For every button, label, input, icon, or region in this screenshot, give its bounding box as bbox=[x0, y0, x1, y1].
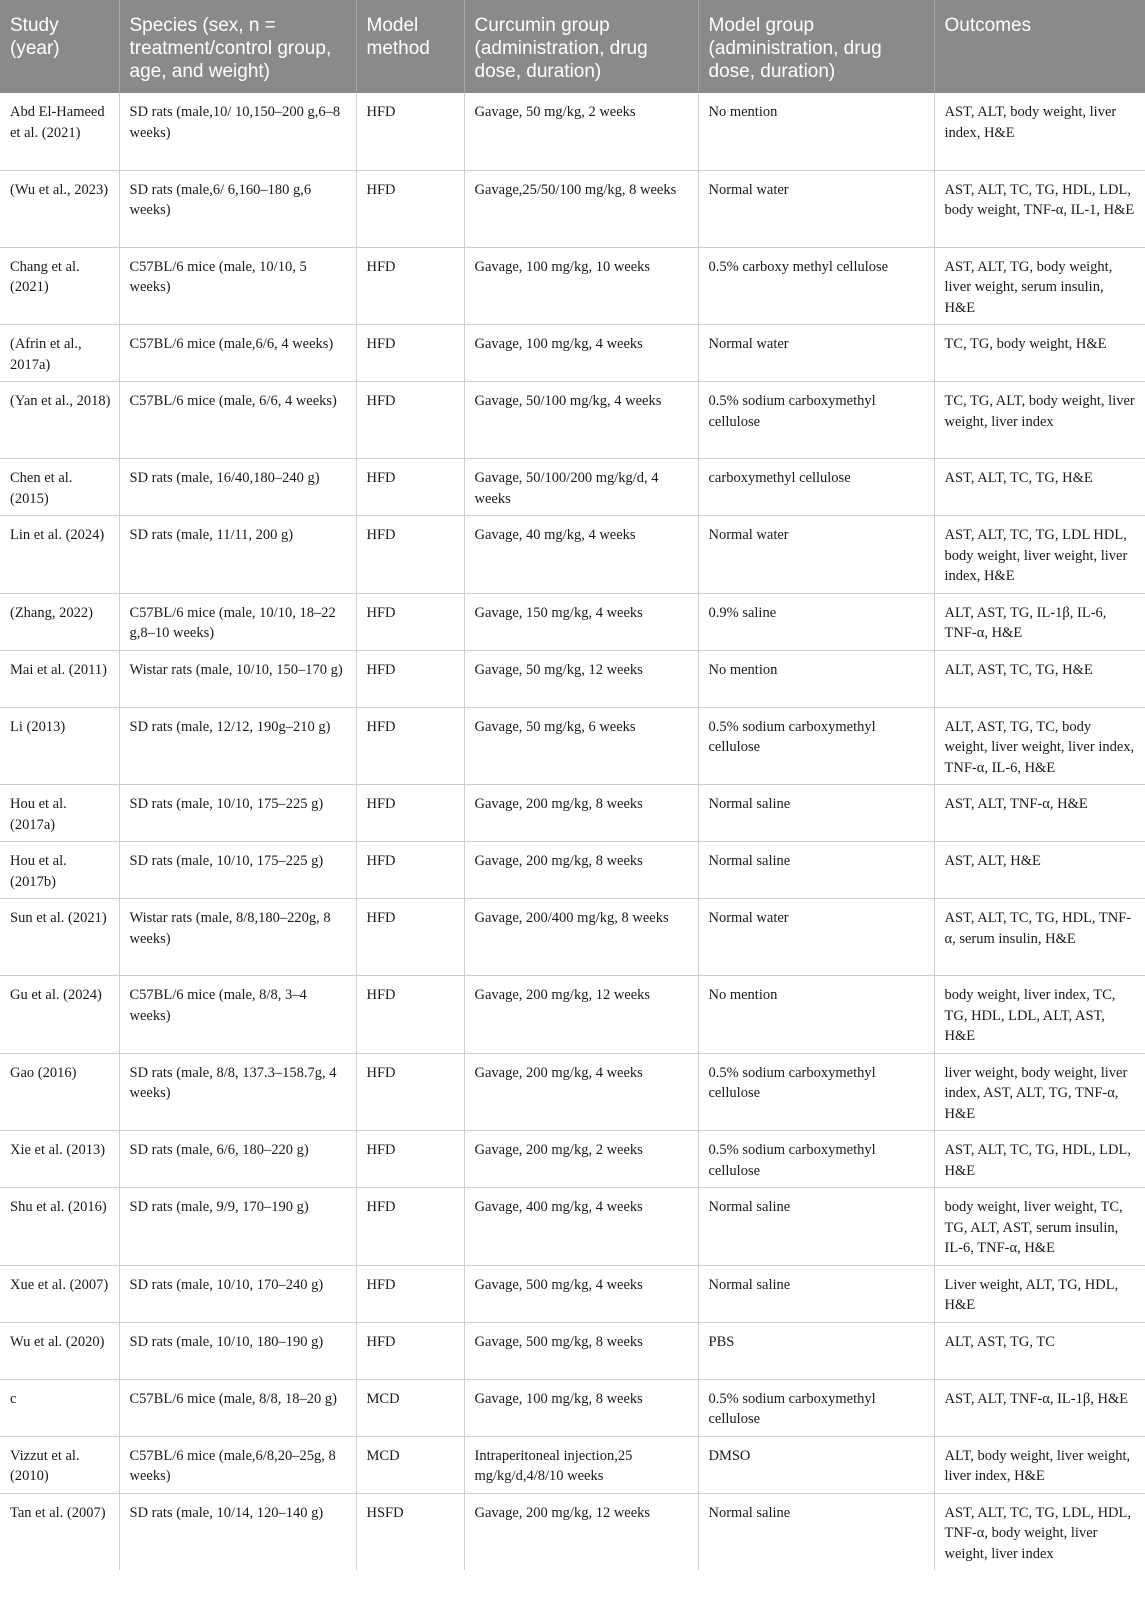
table-row bbox=[0, 1265, 1145, 1322]
cell-model-method: HFD bbox=[356, 785, 464, 842]
cell-model-method: MCD bbox=[356, 1379, 464, 1436]
cell-study: Xue et al. (2007) bbox=[0, 1265, 119, 1322]
cell-model-group: No mention bbox=[698, 650, 934, 707]
table-row bbox=[0, 785, 1145, 842]
cell-study: Hou et al. (2017a) bbox=[0, 785, 119, 842]
cell-species: C57BL/6 mice (male, 8/8, 18–20 g) bbox=[119, 1379, 356, 1436]
cell-species: C57BL/6 mice (male, 10/10, 18–22 g,8–10 weeks) bbox=[119, 593, 356, 650]
cell-study: Sun et al. (2021) bbox=[0, 899, 119, 976]
cell-model-group: Normal water bbox=[698, 899, 934, 976]
cell-model-group: 0.5% sodium carboxymethyl cellulose bbox=[698, 382, 934, 459]
header-outcomes: Outcomes bbox=[934, 0, 1145, 93]
cell-species: SD rats (male,10/ 10,150–200 g,6–8 weeks) bbox=[119, 93, 356, 170]
cell-model-group: No mention bbox=[698, 93, 934, 170]
cell-study: (Afrin et al., 2017a) bbox=[0, 325, 119, 382]
cell-model-method: HFD bbox=[356, 1053, 464, 1131]
cell-study: Wu et al. (2020) bbox=[0, 1322, 119, 1379]
cell-curcumin-group: Gavage, 100 mg/kg, 8 weeks bbox=[464, 1379, 698, 1436]
cell-model-group: PBS bbox=[698, 1322, 934, 1379]
cell-model-method: HFD bbox=[356, 93, 464, 170]
cell-model-method: HFD bbox=[356, 1188, 464, 1266]
cell-model-method: HFD bbox=[356, 1322, 464, 1379]
cell-model-group: 0.5% sodium carboxymethyl cellulose bbox=[698, 707, 934, 785]
cell-species: SD rats (male, 10/10, 170–240 g) bbox=[119, 1265, 356, 1322]
cell-model-group: 0.5% sodium carboxymethyl cellulose bbox=[698, 1053, 934, 1131]
cell-outcomes: TC, TG, ALT, body weight, liver weight, liver index bbox=[934, 382, 1145, 459]
cell-species: SD rats (male, 6/6, 180–220 g) bbox=[119, 1131, 356, 1188]
cell-curcumin-group: Gavage, 200 mg/kg, 8 weeks bbox=[464, 785, 698, 842]
cell-model-method: HFD bbox=[356, 459, 464, 516]
header-model-method: Model method bbox=[356, 0, 464, 93]
table-row bbox=[0, 593, 1145, 650]
cell-model-group: 0.5% sodium carboxymethyl cellulose bbox=[698, 1131, 934, 1188]
cell-species: C57BL/6 mice (male, 10/10, 5 weeks) bbox=[119, 247, 356, 325]
cell-outcomes: ALT, AST, TC, TG, H&E bbox=[934, 650, 1145, 707]
cell-study: Chang et al. (2021) bbox=[0, 247, 119, 325]
cell-model-method: HFD bbox=[356, 899, 464, 976]
cell-model-group: Normal saline bbox=[698, 1188, 934, 1266]
cell-study: Shu et al. (2016) bbox=[0, 1188, 119, 1266]
table-row bbox=[0, 842, 1145, 899]
cell-study: (Wu et al., 2023) bbox=[0, 170, 119, 247]
table-row bbox=[0, 93, 1145, 170]
cell-model-group: Normal saline bbox=[698, 1493, 934, 1570]
cell-model-method: HFD bbox=[356, 516, 464, 594]
table-row bbox=[0, 976, 1145, 1054]
cell-study: Gu et al. (2024) bbox=[0, 976, 119, 1054]
cell-outcomes: TC, TG, body weight, H&E bbox=[934, 325, 1145, 382]
header-study-year: Study (year) bbox=[0, 0, 119, 93]
cell-species: SD rats (male, 10/14, 120–140 g) bbox=[119, 1493, 356, 1570]
table-row bbox=[0, 899, 1145, 976]
cell-model-method: HFD bbox=[356, 1131, 464, 1188]
cell-study: Li (2013) bbox=[0, 707, 119, 785]
cell-curcumin-group: Gavage,25/50/100 mg/kg, 8 weeks bbox=[464, 170, 698, 247]
table-row bbox=[0, 1053, 1145, 1131]
cell-species: SD rats (male, 11/11, 200 g) bbox=[119, 516, 356, 594]
cell-study: Chen et al. (2015) bbox=[0, 459, 119, 516]
cell-species: C57BL/6 mice (male, 6/6, 4 weeks) bbox=[119, 382, 356, 459]
cell-curcumin-group: Intraperitoneal injection,25 mg/kg/d,4/8/10 weeks bbox=[464, 1436, 698, 1493]
cell-model-group: DMSO bbox=[698, 1436, 934, 1493]
cell-outcomes: AST, ALT, H&E bbox=[934, 842, 1145, 899]
cell-species: SD rats (male, 12/12, 190g–210 g) bbox=[119, 707, 356, 785]
cell-model-group: carboxymethyl cellulose bbox=[698, 459, 934, 516]
cell-model-method: HFD bbox=[356, 707, 464, 785]
cell-model-group: Normal water bbox=[698, 325, 934, 382]
table-row bbox=[0, 325, 1145, 382]
cell-species: SD rats (male, 10/10, 180–190 g) bbox=[119, 1322, 356, 1379]
cell-study: Vizzut et al. (2010) bbox=[0, 1436, 119, 1493]
cell-outcomes: AST, ALT, TNF-α, H&E bbox=[934, 785, 1145, 842]
table-row bbox=[0, 650, 1145, 707]
cell-model-group: 0.5% sodium carboxymethyl cellulose bbox=[698, 1379, 934, 1436]
header-species: Species (sex, n = treatment/control group, age, and weight) bbox=[119, 0, 356, 93]
cell-outcomes: body weight, liver index, TC, TG, HDL, LDL, ALT, AST, H&E bbox=[934, 976, 1145, 1054]
cell-outcomes: AST, ALT, TC, TG, LDL, HDL, TNF-α, body weight, liver weight, liver index bbox=[944, 1504, 1131, 1562]
cell-study: Xie et al. (2013) bbox=[0, 1131, 119, 1188]
table-row bbox=[0, 382, 1145, 459]
cell-study: (Zhang, 2022) bbox=[0, 593, 119, 650]
cell-model-method: HFD bbox=[356, 247, 464, 325]
cell-outcomes: liver weight, body weight, liver index, AST, ALT, TG, TNF-α, H&E bbox=[934, 1053, 1145, 1131]
cell-species: SD rats (male, 16/40,180–240 g) bbox=[119, 459, 356, 516]
table-row bbox=[0, 1131, 1145, 1188]
cell-model-method: HFD bbox=[356, 593, 464, 650]
cell-curcumin-group: Gavage, 40 mg/kg, 4 weeks bbox=[464, 516, 698, 594]
cell-study: (Yan et al., 2018) bbox=[0, 382, 119, 459]
cell-model-group: 0.5% carboxy methyl cellulose bbox=[698, 247, 934, 325]
cell-model-method: HFD bbox=[356, 382, 464, 459]
cell-model-group: 0.9% saline bbox=[698, 593, 934, 650]
cell-outcomes: AST, ALT, TC, TG, HDL, LDL, H&E bbox=[934, 1131, 1145, 1188]
cell-curcumin-group: Gavage, 50 mg/kg, 6 weeks bbox=[464, 707, 698, 785]
cell-curcumin-group: Gavage, 50/100 mg/kg, 4 weeks bbox=[464, 382, 698, 459]
cell-outcomes: AST, ALT, TC, TG, HDL, TNF-α, serum insulin, H&E bbox=[934, 899, 1145, 976]
table-row bbox=[0, 459, 1145, 516]
cell-model-group: Normal saline bbox=[698, 1265, 934, 1322]
cell-outcomes: ALT, AST, TG, TC bbox=[934, 1322, 1145, 1379]
header-curcumin-group: Curcumin group (administration, drug dose, duration) bbox=[464, 0, 698, 93]
cell-species: SD rats (male, 10/10, 175–225 g) bbox=[119, 785, 356, 842]
cell-species: C57BL/6 mice (male,6/6, 4 weeks) bbox=[119, 325, 356, 382]
cell-species: Wistar rats (male, 8/8,180–220g, 8 weeks) bbox=[119, 899, 356, 976]
cell-species: SD rats (male, 8/8, 137.3–158.7g, 4 weeks) bbox=[119, 1053, 356, 1131]
cell-study: Lin et al. (2024) bbox=[0, 516, 119, 594]
table-row bbox=[0, 516, 1145, 594]
table-header bbox=[0, 0, 1145, 93]
cell-species: SD rats (male, 10/10, 175–225 g) bbox=[119, 842, 356, 899]
cell-outcomes: ALT, AST, TG, TC, body weight, liver weight, liver index, TNF-α, IL-6, H&E bbox=[934, 707, 1145, 785]
cell-outcomes: AST, ALT, TC, TG, HDL, LDL, body weight, TNF-α, IL-1, H&E bbox=[934, 170, 1145, 247]
cell-curcumin-group: Gavage, 200 mg/kg, 8 weeks bbox=[464, 842, 698, 899]
table-row bbox=[0, 170, 1145, 247]
cell-model-group: Normal water bbox=[698, 170, 934, 247]
cell-outcomes: ALT, AST, TG, IL-1β, IL-6, TNF-α, H&E bbox=[934, 593, 1145, 650]
cell-outcomes: ALT, body weight, liver weight, liver index, H&E bbox=[934, 1436, 1145, 1493]
cell-study: Tan et al. (2007) bbox=[0, 1493, 119, 1570]
cell-model-method: HFD bbox=[356, 1265, 464, 1322]
table-row bbox=[0, 707, 1145, 785]
cell-model-method: HFD bbox=[356, 976, 464, 1054]
cell-model-method: HFD bbox=[356, 325, 464, 382]
cell-model-group: Normal water bbox=[698, 516, 934, 594]
cell-curcumin-group: Gavage, 200 mg/kg, 12 weeks bbox=[464, 976, 698, 1054]
table-body bbox=[0, 93, 1145, 1570]
cell-study: c bbox=[0, 1379, 119, 1436]
cell-outcomes: AST, ALT, TC, TG, LDL HDL, body weight, liver weight, liver index, H&E bbox=[934, 516, 1145, 594]
cell-model-method: HFD bbox=[356, 650, 464, 707]
cell-model-group: No mention bbox=[698, 976, 934, 1054]
cell-curcumin-group: Gavage, 500 mg/kg, 4 weeks bbox=[464, 1265, 698, 1322]
cell-species: SD rats (male, 9/9, 170–190 g) bbox=[119, 1188, 356, 1266]
table-row bbox=[0, 1188, 1145, 1266]
cell-curcumin-group: Gavage, 50 mg/kg, 12 weeks bbox=[464, 650, 698, 707]
cell-species: C57BL/6 mice (male, 8/8, 3–4 weeks) bbox=[119, 976, 356, 1054]
cell-curcumin-group: Gavage, 50/100/200 mg/kg/d, 4 weeks bbox=[464, 459, 698, 516]
cell-study: Gao (2016) bbox=[0, 1053, 119, 1131]
cell-model-method: HFD bbox=[356, 842, 464, 899]
table-row bbox=[0, 247, 1145, 325]
table-row bbox=[0, 1436, 1145, 1493]
cell-model-group: Normal saline bbox=[698, 842, 934, 899]
cell-study: Abd El-Hameed et al. (2021) bbox=[0, 93, 119, 170]
table-row bbox=[0, 1322, 1145, 1379]
cell-model-method: HSFD bbox=[356, 1493, 464, 1570]
cell-outcomes: AST, ALT, body weight, liver index, H&E bbox=[934, 93, 1145, 170]
cell-curcumin-group: Gavage, 100 mg/kg, 4 weeks bbox=[464, 325, 698, 382]
cell-curcumin-group: Gavage, 200/400 mg/kg, 8 weeks bbox=[464, 899, 698, 976]
cell-study: Hou et al. (2017b) bbox=[0, 842, 119, 899]
cell-outcomes: AST, ALT, TC, TG, H&E bbox=[934, 459, 1145, 516]
cell-curcumin-group: Gavage, 50 mg/kg, 2 weeks bbox=[464, 93, 698, 170]
cell-model-group: Normal saline bbox=[698, 785, 934, 842]
cell-outcomes: AST, ALT, TNF-α, IL-1β, H&E bbox=[934, 1379, 1145, 1436]
cell-species: Wistar rats (male, 10/10, 150–170 g) bbox=[119, 650, 356, 707]
table-row bbox=[0, 1493, 1145, 1570]
cell-curcumin-group: Gavage, 500 mg/kg, 8 weeks bbox=[464, 1322, 698, 1379]
header-row bbox=[0, 0, 1145, 93]
cell-curcumin-group: Gavage, 200 mg/kg, 4 weeks bbox=[464, 1053, 698, 1131]
cell-curcumin-group: Gavage, 100 mg/kg, 10 weeks bbox=[464, 247, 698, 325]
header-model-group: Model group (administration, drug dose, duration) bbox=[698, 0, 934, 93]
cell-outcomes: AST, ALT, TG, body weight, liver weight, serum insulin, H&E bbox=[934, 247, 1145, 325]
cell-model-method: HFD bbox=[356, 170, 464, 247]
table-row bbox=[0, 1379, 1145, 1436]
cell-study: Mai et al. (2011) bbox=[0, 650, 119, 707]
cell-curcumin-group: Gavage, 200 mg/kg, 12 weeks bbox=[464, 1493, 698, 1570]
cell-curcumin-group: Gavage, 400 mg/kg, 4 weeks bbox=[464, 1188, 698, 1266]
cell-curcumin-group: Gavage, 200 mg/kg, 2 weeks bbox=[464, 1131, 698, 1188]
cell-outcomes: body weight, liver weight, TC, TG, ALT, AST, serum insulin, IL-6, TNF-α, H&E bbox=[934, 1188, 1145, 1266]
cell-model-method: MCD bbox=[356, 1436, 464, 1493]
cell-species: C57BL/6 mice (male,6/8,20–25g, 8 weeks) bbox=[119, 1436, 356, 1493]
cell-species: SD rats (male,6/ 6,160–180 g,6 weeks) bbox=[119, 170, 356, 247]
cell-curcumin-group: Gavage, 150 mg/kg, 4 weeks bbox=[464, 593, 698, 650]
cell-outcomes: Liver weight, ALT, TG, HDL, H&E bbox=[934, 1265, 1145, 1322]
